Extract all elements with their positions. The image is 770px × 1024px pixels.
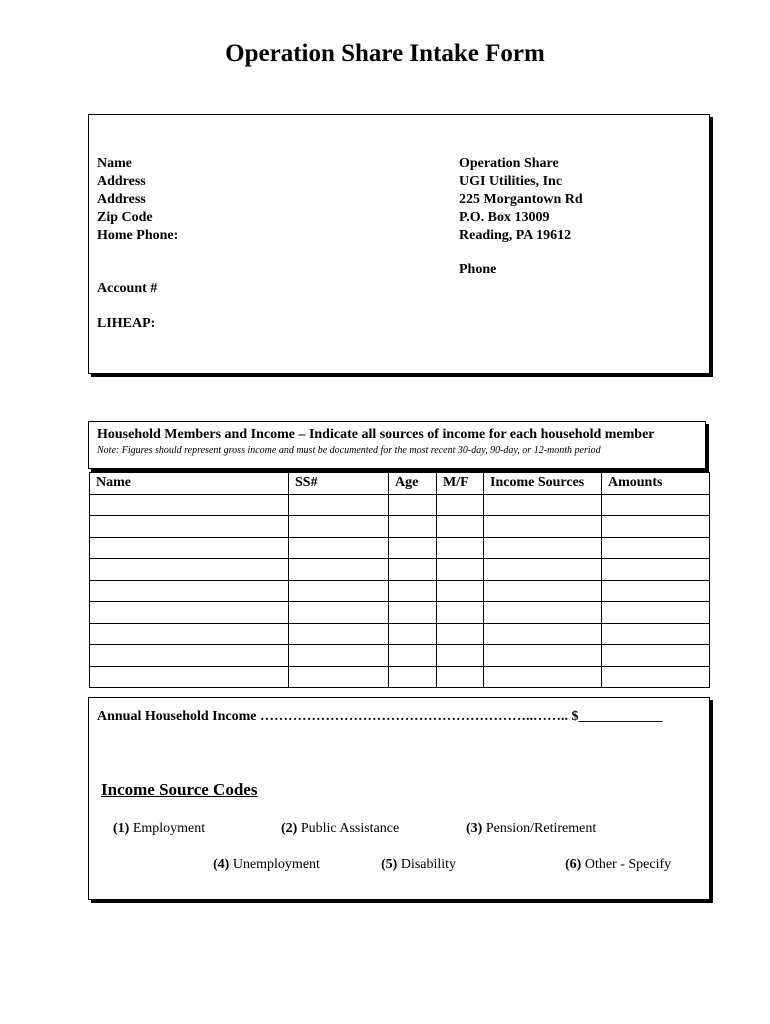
income-code-unemployment: (4) Unemployment [213,857,320,872]
income-code-employment: (1) Employment [113,821,206,836]
name-cell[interactable] [90,516,289,538]
amount-cell[interactable] [602,537,710,559]
income-code-public-assistance: (2) Public Assistance [281,821,400,836]
ssn-cell[interactable] [289,537,389,559]
ssn-cell[interactable] [289,516,389,538]
income-source-cell[interactable] [484,494,602,516]
agency-po-box: P.O. Box 13009 [459,210,550,225]
income-source-cell[interactable] [484,516,602,538]
page-title: Operation Share Intake Form [225,40,545,67]
address-label: Address [97,174,146,189]
sex-cell[interactable] [437,494,484,516]
amount-cell[interactable] [602,666,710,688]
age-cell[interactable] [389,516,437,538]
ssn-cell[interactable] [289,666,389,688]
name-cell[interactable] [90,623,289,645]
income-source-cell[interactable] [484,602,602,624]
household-section-note: Note: Figures should represent gross income and must be documented for the most recent 30-day, 90-day, or 12-month period [97,445,601,456]
agency-company: UGI Utilities, Inc [459,174,563,189]
amount-cell[interactable] [602,559,710,581]
name-cell[interactable] [90,494,289,516]
household-header-box [88,421,706,469]
amount-cell[interactable] [602,645,710,667]
sex-cell[interactable] [437,559,484,581]
table-row [90,537,710,559]
agency-name: Operation Share [459,156,559,171]
income-source-cell[interactable] [484,537,602,559]
age-cell[interactable] [389,666,437,688]
zip-code-label: Zip Code [97,210,153,225]
sex-cell[interactable] [437,580,484,602]
annual-household-income-line: Annual Household Income …………………………………………………..…….. $____________ [97,709,663,724]
income-source-cell[interactable] [484,559,602,581]
table-row [90,602,710,624]
name-cell[interactable] [90,580,289,602]
income-code-other: (6) Other - Specify [565,857,672,872]
table-row [90,645,710,667]
column-header-name: Name [90,473,289,495]
income-source-cell[interactable] [484,580,602,602]
table-row [90,580,710,602]
agency-street: 225 Morgantown Rd [459,192,583,207]
amount-cell[interactable] [602,516,710,538]
amount-cell[interactable] [602,580,710,602]
amount-cell[interactable] [602,602,710,624]
income-code-disability: (5) Disability [381,857,457,872]
name-cell[interactable] [90,559,289,581]
sex-cell[interactable] [437,602,484,624]
name-cell[interactable] [90,537,289,559]
income-code-pension: (3) Pension/Retirement [466,821,597,836]
table-row [90,666,710,688]
agency-city: Reading, PA 19612 [459,228,572,243]
household-section-title: Household Members and Income – Indicate all sources of income for each household member [97,427,655,442]
name-label: Name [97,156,132,171]
income-source-cell[interactable] [484,666,602,688]
table-row [90,494,710,516]
agency-address [459,155,583,245]
name-cell[interactable] [90,666,289,688]
column-header-ssn: SS# [289,473,389,495]
sex-cell[interactable] [437,666,484,688]
account-number-label: Account # [97,281,158,296]
ssn-cell[interactable] [289,580,389,602]
home-phone-label: Home Phone: [97,228,179,243]
column-header-age: Age [389,473,437,495]
amount-cell[interactable] [602,623,710,645]
name-cell[interactable] [90,602,289,624]
sex-cell[interactable] [437,645,484,667]
ssn-cell[interactable] [289,623,389,645]
ssn-cell[interactable] [289,494,389,516]
ssn-cell[interactable] [289,602,389,624]
liheap-label: LIHEAP: [97,316,156,331]
applicant-labels [97,155,178,245]
sex-cell[interactable] [437,537,484,559]
ssn-cell[interactable] [289,559,389,581]
age-cell[interactable] [389,602,437,624]
agency-phone-label: Phone [459,262,497,277]
age-cell[interactable] [389,494,437,516]
age-cell[interactable] [389,623,437,645]
income-source-cell[interactable] [484,645,602,667]
applicant-info-box [88,114,710,374]
age-cell[interactable] [389,537,437,559]
ssn-cell[interactable] [289,645,389,667]
table-row [90,516,710,538]
income-source-cell[interactable] [484,623,602,645]
income-summary-box [88,697,710,900]
age-cell[interactable] [389,645,437,667]
income-codes-title: Income Source Codes [101,780,258,799]
household-members-table [89,472,710,688]
table-header-row [90,473,710,495]
age-cell[interactable] [389,580,437,602]
table-row [90,559,710,581]
amount-cell[interactable] [602,494,710,516]
sex-cell[interactable] [437,516,484,538]
name-cell[interactable] [90,645,289,667]
column-header-sex: M/F [437,473,484,495]
age-cell[interactable] [389,559,437,581]
address-label-2: Address [97,192,146,207]
table-row [90,623,710,645]
column-header-amounts: Amounts [602,473,710,495]
sex-cell[interactable] [437,623,484,645]
column-header-income-sources: Income Sources [484,473,602,495]
